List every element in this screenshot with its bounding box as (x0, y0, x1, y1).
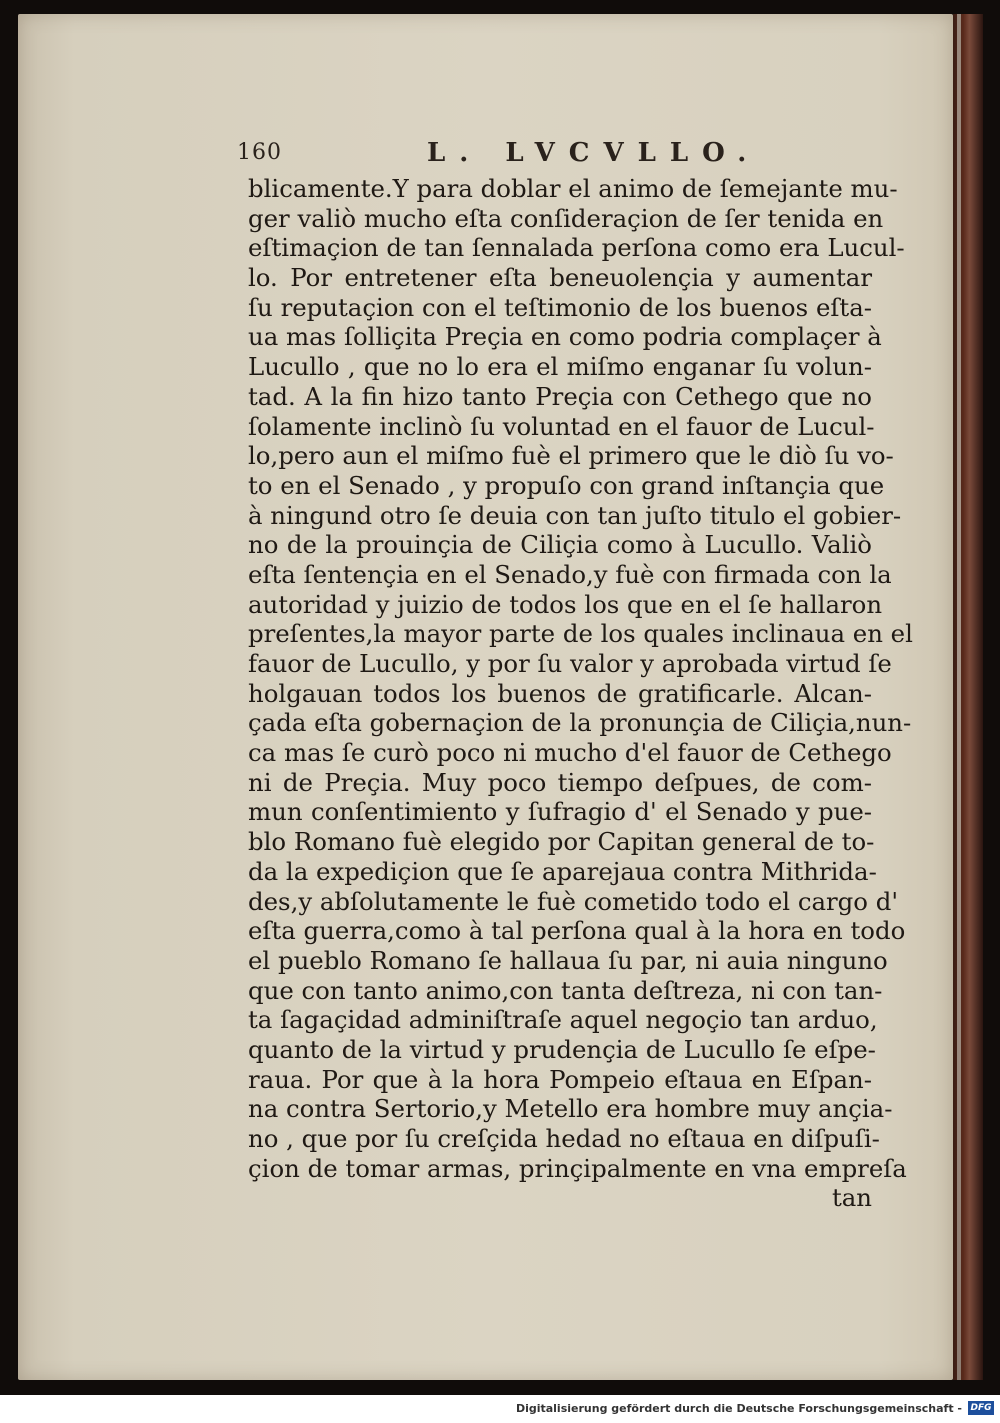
text-line: ſolamente inclinò ſu voluntad en el fauor de Lucul- (248, 411, 875, 441)
catchword: tan (831, 1183, 872, 1213)
text-line: el pueblo Romano ſe hallaua ſu par, ni auia ninguno (248, 945, 888, 975)
text-line: lo. Por entretener eſta beneuolençia y aumentar (248, 263, 872, 293)
text-line: holgauan todos los buenos de gratificarle. Alcan- (248, 678, 872, 708)
text-line: tad. A la fin hizo tanto Preçia con Cethego que no (248, 381, 872, 411)
text-line: fauor de Lucullo, y por ſu valor y aprobada virtud ſe (248, 649, 892, 678)
text-line: to en el Senado , y propuſo con grand inſtançia que (248, 470, 885, 500)
running-head (237, 140, 877, 174)
text-line: ſu reputaçion con el teſtimonio de los buenos eſta- (248, 292, 872, 322)
text-line: çada eſta gobernaçion de la pronunçia de Ciliçia,nun- (248, 708, 912, 738)
text-line: que con tanto animo,con tanta deſtreza, ni con tan- (248, 975, 883, 1005)
text-line: à ningund otro ſe deuia con tan juſto titulo el gobier- (248, 500, 902, 530)
text-line: preſentes,la mayor parte de los quales inclinaua en el (248, 619, 913, 649)
footer-bar (0, 1395, 1000, 1423)
text-line: ni de Preçia. Muy poco tiempo deſpues, de com- (248, 767, 872, 797)
text-line: çion de tomar armas, prinçipalmente en vna empreſa (248, 1153, 907, 1183)
text-line: eſta ſentençia en el Senado,y fuè con firmada con la (248, 559, 892, 589)
text-line: no , que por ſu creſçida hedad no eſtaua en diſpuſi- (248, 1124, 880, 1153)
text-line: da la expediçion que ſe aparejaua contra Mithrida- (248, 856, 877, 886)
text-line: quanto de la virtud y prudençia de Lucullo ſe eſpe- (248, 1034, 876, 1064)
body-text (248, 174, 913, 1213)
text-line: eſtimaçion de tan ſennalada perſona como era Lucul- (248, 233, 905, 263)
text-line: ca mas ſe curò poco ni mucho d'el fauor de Cethego (248, 738, 892, 768)
page-number: 160 (237, 140, 282, 165)
text-line: des,y abſolutamente le fuè cometido todo el cargo d' (248, 886, 899, 916)
text-line: Lucullo , que no lo era el miſmo enganar ſu volun- (248, 352, 872, 382)
text-line: na contra Sertorio,y Metello era hombre muy ançia- (248, 1094, 893, 1124)
funding-notice: Digitalisierung gefördert durch die Deutsche Forschungsgemeinschaft - (515, 1402, 962, 1415)
dfg-logo-icon: DFG (968, 1401, 994, 1415)
text-line: autoridad y juizio de todos los que en el ſe hallaron (248, 589, 883, 619)
text-line: blo Romano fuè elegido por Capitan general de to- (248, 827, 875, 857)
text-line: ua mas ſolliçita Preçia en como podria complaçer à (248, 322, 882, 352)
text-line: no de la prouinçia de Ciliçia como à Lucullo. Valiò (248, 530, 872, 560)
text-line: lo,pero aun el miſmo fuè el primero que le diò ſu vo- (248, 441, 894, 471)
text-line: eſta guerra,como à tal perſona qual à la hora en todo (248, 916, 906, 946)
text-line: mun conſentimiento y ſufragio d' el Senado y pue- (248, 797, 872, 827)
text-line: ta ſagaçidad adminiſtraſe aquel negoçio tan arduo, (248, 1005, 878, 1035)
text-line: ger valiò mucho eſta conſideraçion de ſer tenida en (248, 203, 884, 233)
header-title: L. LVCVLLO. (427, 138, 761, 168)
text-line: raua. Por que à la hora Pompeio eſtaua en Eſpan- (248, 1064, 872, 1094)
text-line: blicamente.Y para doblar el animo de ſemejante mu- (248, 174, 898, 203)
book-edge (953, 14, 983, 1380)
